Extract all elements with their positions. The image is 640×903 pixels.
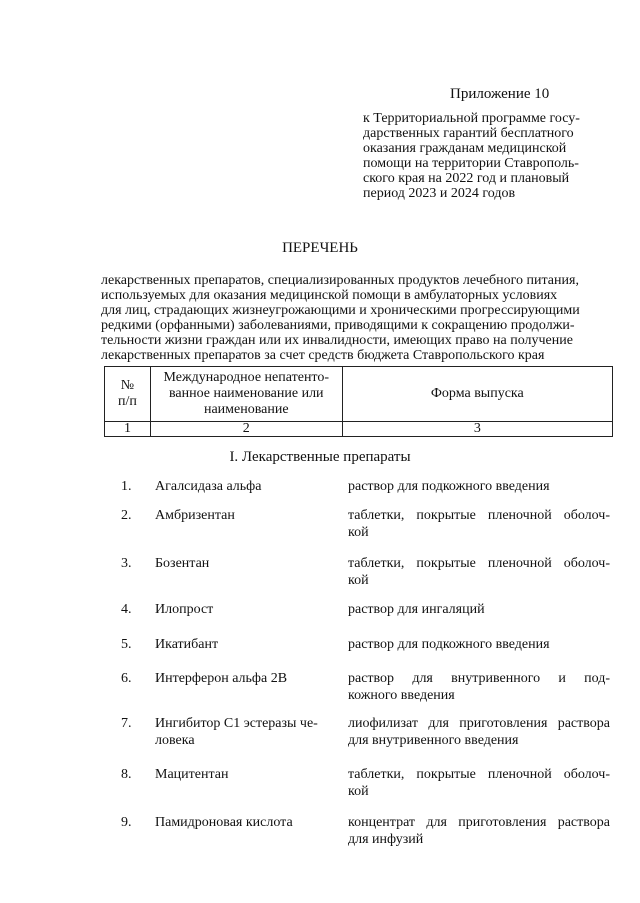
header-name-line: наименование: [203, 402, 289, 417]
document-title: ПЕРЕЧЕНЬ: [282, 240, 358, 256]
drug-number: 9.: [121, 815, 132, 830]
drug-number: 1.: [121, 479, 132, 494]
appendix-title: Приложение 10: [450, 86, 550, 102]
drug-name-line: Агалсидаза альфа: [155, 479, 262, 494]
drug-name: [155, 670, 330, 687]
drug-name: [155, 715, 330, 749]
drug-form-line: раствор для ингаляций: [348, 602, 485, 617]
table-header: [104, 366, 613, 437]
header-number-line: №: [120, 378, 135, 393]
drug-name: [155, 636, 330, 653]
subtitle-line: тельности жизни граждан или их инвалидности, имеющих право на получение: [101, 333, 573, 348]
subtitle-line: используемых для оказания медицинской помощи в амбулаторных условиях: [101, 288, 558, 303]
drug-form: [348, 766, 610, 800]
appendix-line: оказания гражданам медицинской: [363, 141, 567, 156]
drug-form: [348, 507, 610, 541]
drug-form-line: кожного введения: [348, 688, 455, 703]
subtitle-line: для лиц, страдающих жизнеугрожающими и хроническими прогрессирующими: [101, 303, 580, 318]
subtitle-line: лекарственных препаратов, специализированных продуктов лечебного питания,: [101, 273, 579, 288]
appendix-line: ского края на 2022 год и плановый: [363, 171, 570, 186]
header-cell-name: [150, 367, 342, 422]
drug-number: 8.: [121, 767, 132, 782]
column-number-cell: 2: [150, 422, 342, 437]
drug-name-line: ловека: [155, 733, 195, 748]
drug-name: [155, 478, 330, 495]
appendix-reference: [363, 111, 608, 201]
drug-number: 6.: [121, 671, 132, 686]
drug-name-line: Илопрост: [155, 602, 214, 617]
table-column-numbers-row: [105, 422, 613, 437]
drug-number: 2.: [121, 508, 132, 523]
drug-form: [348, 555, 610, 589]
column-number-cell: 1: [105, 422, 151, 437]
drug-number: 4.: [121, 602, 132, 617]
drug-form-line: концентрат для приготовления раствора: [348, 815, 610, 830]
drug-name-line: Бозентан: [155, 556, 210, 571]
drug-form-line: кой: [348, 784, 369, 799]
drug-form-line: таблетки, покрытые пленочной оболоч-: [348, 767, 610, 782]
appendix-line: период 2023 и 2024 годов: [363, 186, 516, 201]
drug-name-line: Интерферон альфа 2В: [155, 671, 288, 686]
appendix-line: помощи на территории Ставрополь-: [363, 156, 579, 171]
header-name-line: ванное наименование или: [168, 386, 324, 401]
drug-form-line: для внутривенного введения: [348, 733, 519, 748]
drug-form-line: таблетки, покрытые пленочной оболоч-: [348, 556, 610, 571]
drug-form: [348, 715, 610, 749]
drug-form-line: кой: [348, 573, 369, 588]
drug-form: [348, 670, 610, 704]
drug-name: [155, 507, 330, 524]
drug-form: [348, 814, 610, 848]
drug-form-line: раствор для внутривенного и под-: [348, 671, 610, 686]
drug-number: 7.: [121, 716, 132, 731]
header-name-line: Международное непатенто-: [163, 370, 330, 385]
drug-name-line: Памидроновая кислота: [155, 815, 293, 830]
drug-form-line: раствор для подкожного введения: [348, 479, 550, 494]
table-header-row: [105, 367, 613, 422]
drug-name-line: Икатибант: [155, 637, 219, 652]
drug-name: [155, 814, 330, 831]
drug-name-line: Мацитентан: [155, 767, 229, 782]
drug-form-line: таблетки, покрытые пленочной оболоч-: [348, 508, 610, 523]
appendix-line: к Территориальной программе госу-: [363, 111, 580, 126]
header-number-line: п/п: [118, 394, 137, 409]
drug-form-line: лиофилизат для приготовления раствора: [348, 716, 610, 731]
drug-form: [348, 636, 610, 653]
column-number-cell: 3: [342, 422, 612, 437]
drug-form: [348, 478, 610, 495]
document-subtitle: [101, 273, 614, 363]
drug-name: [155, 555, 330, 572]
drug-number: 5.: [121, 637, 132, 652]
subtitle-line: лекарственных препаратов за счет средств бюджета Ставропольского края: [101, 348, 545, 363]
drug-form-line: кой: [348, 525, 369, 540]
drug-form-line: для инфузий: [348, 832, 424, 847]
drug-name-line: Ингибитор С1 эстеразы че-: [155, 716, 318, 731]
header-cell-number: [105, 367, 151, 422]
drug-name: [155, 766, 330, 783]
drug-name: [155, 601, 330, 618]
drug-number: 3.: [121, 556, 132, 571]
header-cell-form: Форма выпуска: [342, 367, 612, 422]
subtitle-line: редкими (орфанными) заболеваниями, приводящими к сокращению продолжи-: [101, 318, 575, 333]
drug-form: [348, 601, 610, 618]
section-title: I. Лекарственные препараты: [229, 449, 411, 465]
drug-name-line: Амбризентан: [155, 508, 235, 523]
drug-form-line: раствор для подкожного введения: [348, 637, 550, 652]
appendix-line: дарственных гарантий бесплатного: [363, 126, 574, 141]
